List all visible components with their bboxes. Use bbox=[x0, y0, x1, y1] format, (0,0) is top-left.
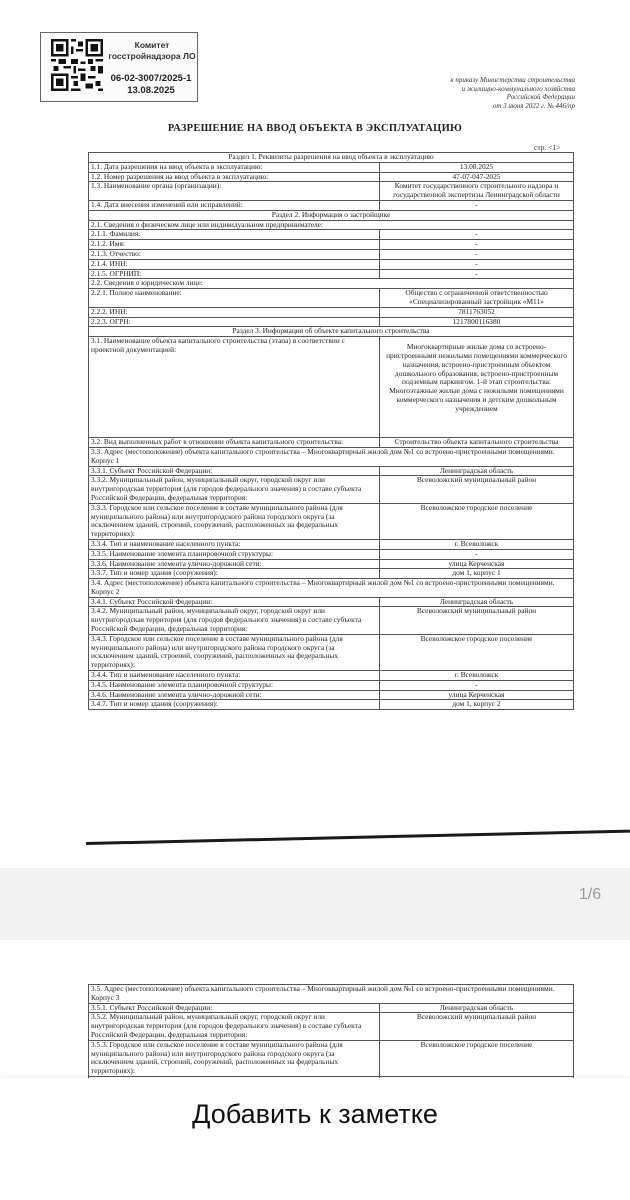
table-row bbox=[89, 153, 574, 163]
field-label: 2.1.5. ОГРНИП: bbox=[89, 269, 380, 279]
document-title: РАЗРЕШЕНИЕ НА ВВОД ОБЪЕКТА В ЭКСПЛУАТАЦИЮ bbox=[167, 123, 463, 134]
field-label: 3.5.2. Муниципальный район, муниципальный округ, городской округ или внутригородская территория (для городов федерального значения) в составе субъекта Российской Федерации, федеральная территория: bbox=[89, 1013, 380, 1040]
field-value: г. Всеволожск bbox=[380, 539, 574, 549]
field-value: - bbox=[380, 249, 574, 259]
table-row bbox=[89, 503, 574, 539]
field-value: дом 1, корпус 1 bbox=[380, 569, 574, 579]
field-value: 7811763052 bbox=[380, 307, 574, 317]
document-page-2 bbox=[0, 940, 630, 1080]
field-value: - bbox=[380, 200, 574, 210]
field-label: 3.3.5. Наименование элемента планировочной структуры: bbox=[89, 549, 380, 559]
field-value: улица Керченская bbox=[380, 690, 574, 700]
field-label: 1.4. Дата внесения изменений или исправлений: bbox=[89, 200, 380, 210]
field-value: Общество с ограниченной ответственностью «Специализированный застройщик «М11» bbox=[380, 289, 574, 308]
table-row bbox=[89, 680, 574, 690]
page-counter: 1/6 bbox=[578, 886, 602, 903]
field-label: 1.1. Дата разрешения на ввод объекта в эксплуатацию: bbox=[89, 162, 380, 172]
section-heading: Раздел 2. Информация о застройщике bbox=[89, 210, 574, 220]
field-value: дом 1, корпус 2 bbox=[380, 700, 574, 710]
field-label: 2.1.2. Имя: bbox=[89, 240, 380, 250]
field-value: Комитет государственного строительного надзора и государственной экспертизы Ленинградской области bbox=[380, 182, 574, 201]
field-value: Всеволожский муниципальный район bbox=[380, 607, 574, 634]
field-value: Ленинградская область bbox=[380, 466, 574, 476]
table-row bbox=[89, 162, 574, 172]
table-row bbox=[89, 579, 574, 598]
table-row bbox=[89, 200, 574, 210]
stamp-organization: Комитет госстройнадзора ЛО bbox=[108, 40, 196, 61]
table-row bbox=[89, 230, 574, 240]
table-row bbox=[89, 289, 574, 308]
field-label: 3.4.7. Тип и номер здания (сооружения): bbox=[89, 700, 380, 710]
table-row bbox=[89, 539, 574, 549]
field-value: улица Керченская bbox=[380, 559, 574, 569]
field-label: 3.3.6. Наименование элемента улично-дорожной сети: bbox=[89, 559, 380, 569]
field-label: 3.2. Вид выполненных работ в отношении объекта капитального строительства: bbox=[89, 438, 380, 448]
field-value: Строительство объекта капитального строительства bbox=[380, 438, 574, 448]
stamp-date: 13.08.2025 bbox=[127, 85, 175, 96]
table-row bbox=[89, 438, 574, 448]
table-row bbox=[89, 985, 574, 1004]
table-row bbox=[89, 634, 574, 670]
sheet-edge bbox=[86, 830, 630, 845]
table-row bbox=[89, 240, 574, 250]
group-label: 3.4. Адрес (местоположение) объекта капитального строительства – Многоквартирный жилой дом №1 со встроено-пристроенными помещениями. Корпус 2 bbox=[89, 579, 574, 598]
field-value: 47-07-047-2025 bbox=[380, 172, 574, 182]
field-label: 3.4.1. Субъект Российской Федерации: bbox=[89, 597, 380, 607]
field-label: 3.4.5. Наименование элемента планировочной структуры: bbox=[89, 680, 380, 690]
field-value: Всеволожский муниципальный район bbox=[380, 1013, 574, 1040]
field-label: 1.3. Наименование органа (организации): bbox=[89, 182, 380, 201]
field-label: 3.5.1. Субъект Российской Федерации: bbox=[89, 1003, 380, 1013]
field-label: 3.3.4. Тип и наименование населенного пункта: bbox=[89, 539, 380, 549]
field-label: 2.1.1. Фамилия: bbox=[89, 230, 380, 240]
field-label: 3.1. Наименование объекта капитального строительства (этапа) в соответствии с проектной документацией: bbox=[89, 337, 380, 438]
field-value: Всеволожское городское поселение bbox=[380, 634, 574, 670]
group-label: 3.5. Адрес (местоположение) объекта капитального строительства – Многоквартирный жилой дом №1 со встроено-пристроенными помещениями. Корпус 3 bbox=[89, 985, 574, 1004]
field-label: 3.4.3. Городское или сельское поселение в составе муниципального района (для муниципального района) или внутригородского района городского округа (за исключением зданий, строений, сооружений, расположенных на федеральных территориях): bbox=[89, 634, 380, 670]
table-row bbox=[89, 1040, 574, 1076]
field-label: 2.2.3. ОГРН: bbox=[89, 317, 380, 327]
permit-table bbox=[88, 152, 574, 710]
field-label: 3.3.3. Городское или сельское поселение в составе муниципального района (для муниципального района) или внутригородского района городского округа (за исключением зданий, строений, сооружений, расположенных на федеральных территориях): bbox=[89, 503, 380, 539]
field-label: 3.4.4. Тип и наименование населенного пункта: bbox=[89, 671, 380, 681]
field-value: - bbox=[380, 549, 574, 559]
field-label: 1.2. Номер разрешения на ввод объекта в эксплуатацию: bbox=[89, 172, 380, 182]
add-to-note-button[interactable]: Добавить к заметке bbox=[0, 1086, 630, 1142]
field-value: Всеволожское городское поселение bbox=[380, 503, 574, 539]
table-row bbox=[89, 607, 574, 634]
field-value: - bbox=[380, 680, 574, 690]
field-value: - bbox=[380, 230, 574, 240]
order-reference: к приказу Министерства строительства и жилищно-коммунального хозяйства Российской Федерации от 3 июня 2022 г. № 446/пр bbox=[450, 76, 575, 110]
field-value: 1217800116380 bbox=[380, 317, 574, 327]
field-value: Ленинградская область bbox=[380, 1003, 574, 1013]
qr-code-icon bbox=[51, 39, 103, 91]
table-row bbox=[89, 476, 574, 503]
group-label: 2.1. Сведения о физическом лице или индивидуальном предпринимателе: bbox=[89, 220, 574, 230]
table-row bbox=[89, 549, 574, 559]
field-value: Всеволожское городское поселение bbox=[380, 1040, 574, 1076]
table-row bbox=[89, 220, 574, 230]
table-row bbox=[89, 210, 574, 220]
section-heading: Раздел 3. Информация об объекте капитального строительства bbox=[89, 327, 574, 337]
field-value: - bbox=[380, 259, 574, 269]
section-heading: Раздел 1. Реквизиты разрешения на ввод объекта в эксплуатацию bbox=[89, 153, 574, 163]
field-label: 2.1.3. Отчество: bbox=[89, 249, 380, 259]
stamp-number: 06-02-3007/2025-1 bbox=[110, 73, 192, 84]
field-label: 3.3.2. Муниципальный район, муниципальный округ, городской округ или внутригородская территория (для городов федерального значения) в составе субъекта Российской Федерации, федеральная территория: bbox=[89, 476, 380, 503]
field-value: - bbox=[380, 240, 574, 250]
field-label: 2.2.1. Полное наименование: bbox=[89, 289, 380, 308]
field-label: 2.1.4. ИНН: bbox=[89, 259, 380, 269]
field-value: Всеволожский муниципальный район bbox=[380, 476, 574, 503]
table-row bbox=[89, 249, 574, 259]
registration-stamp bbox=[40, 32, 198, 102]
field-value: Ленинградская область bbox=[380, 597, 574, 607]
field-value: г. Всеволожск bbox=[380, 671, 574, 681]
field-label: 3.3.7. Тип и номер здания (сооружения): bbox=[89, 569, 380, 579]
table-row bbox=[89, 337, 574, 438]
page-label: стр. <1> bbox=[534, 143, 561, 152]
field-label: 3.3.1. Субъект Российской Федерации: bbox=[89, 466, 380, 476]
bottom-action-bar bbox=[0, 1078, 630, 1200]
table-row bbox=[89, 307, 574, 317]
field-label: 3.4.6. Наименование элемента улично-дорожной сети: bbox=[89, 690, 380, 700]
group-label: 2.2. Сведения о юридическом лице: bbox=[89, 279, 574, 289]
table-row bbox=[89, 700, 574, 710]
table-row bbox=[89, 182, 574, 201]
table-row bbox=[89, 1013, 574, 1040]
field-value: 13.08.2025 bbox=[380, 162, 574, 172]
table-row bbox=[89, 671, 574, 681]
group-label: 3.3. Адрес (местоположение) объекта капитального строительства – Многоквартирный жилой дом №1 со встроено-пристроенными помещениями. Корпус 1 bbox=[89, 447, 574, 466]
field-label: 2.2.2. ИНН: bbox=[89, 307, 380, 317]
field-label: 3.5.3. Городское или сельское поселение в составе муниципального района (для муниципального района) или внутригородского района городского округа (за исключением зданий, строений, сооружений, расположенных на федеральных территориях): bbox=[89, 1040, 380, 1076]
field-value: - bbox=[380, 269, 574, 279]
field-label: 3.4.2. Муниципальный район, муниципальный округ, городской округ или внутригородская территория (для городов федерального значения) в составе субъекта Российской Федерации, федеральная территория: bbox=[89, 607, 380, 634]
field-value: Многоквартирные жилые дома со встроено-пристроенными нежилыми помещениями коммерческого назначения, встроено-пристроенным объектом дошкольного образования, встроено-пристроенным подземным паркингом. 1-й этап строительства: Многоэтажные жилые дома с нежилыми помещениями коммерческого назначения и детским дошкольным учреждением bbox=[380, 337, 574, 438]
table-row bbox=[89, 447, 574, 466]
table-row bbox=[89, 259, 574, 269]
